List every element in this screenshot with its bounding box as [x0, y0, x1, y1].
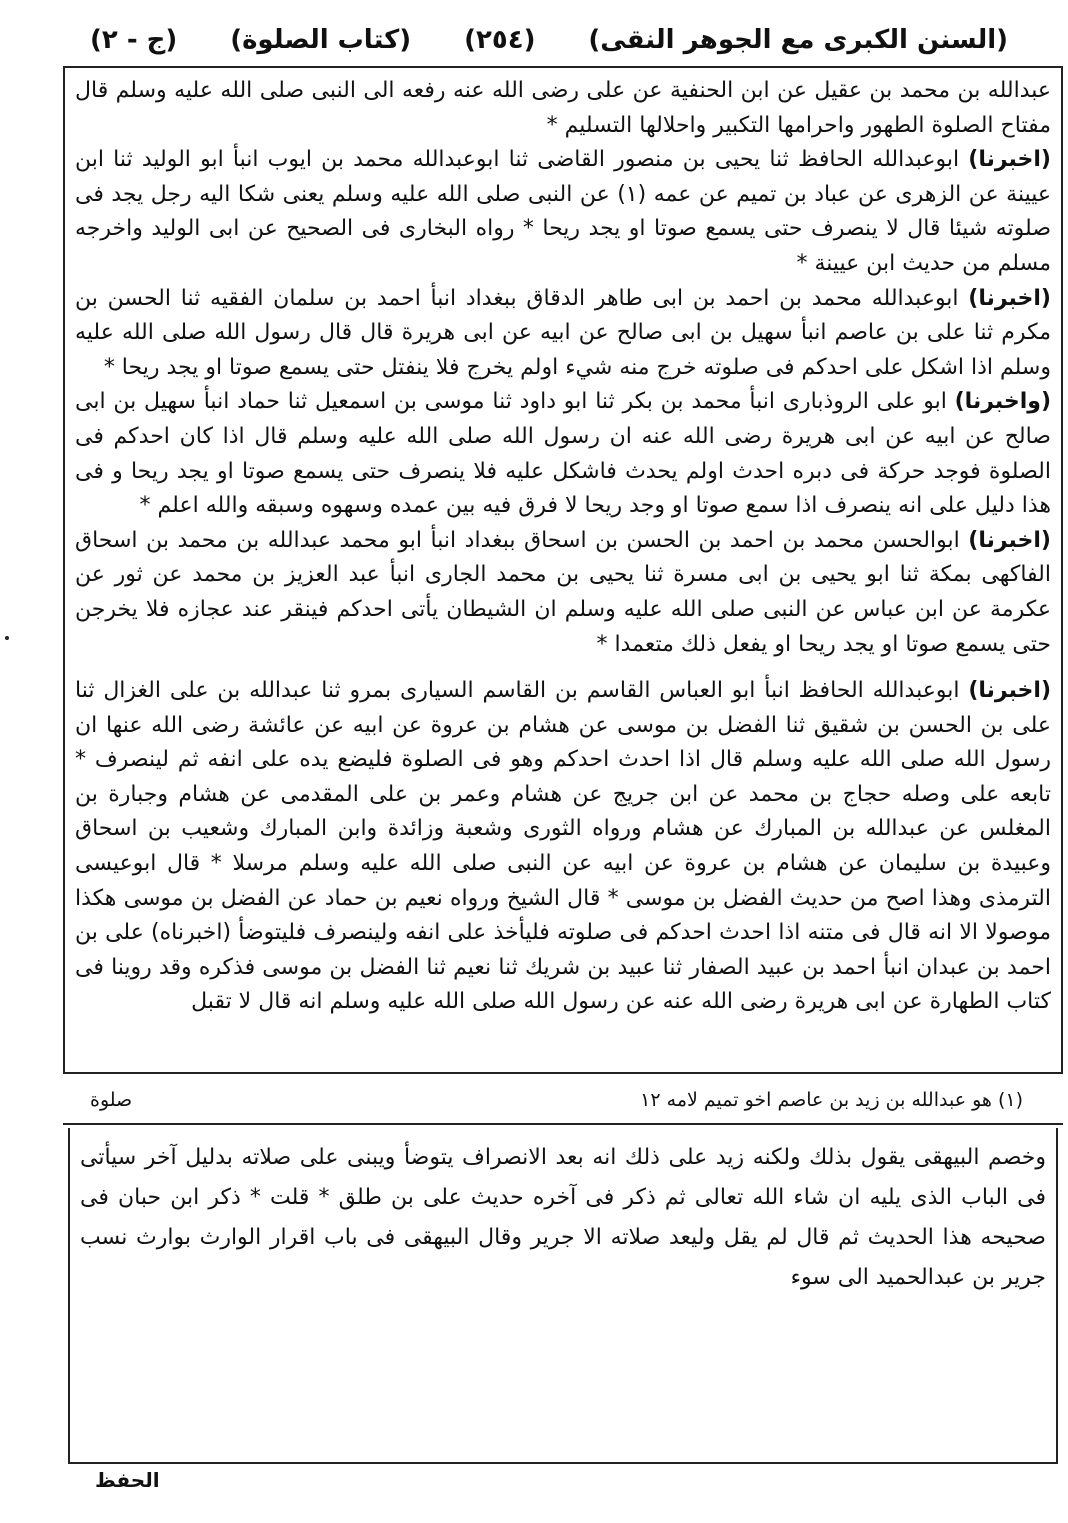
paragraph-key: (اخبرنا)	[968, 147, 1051, 173]
paragraph-text: ابوعبدالله الحافظ ثنا يحيى بن منصور القاضى ثنا ابوعبدالله محمد بن ايوب انبأ ابو الوليد ثنا ابن عيينة عن الزهرى عن عباد بن تميم عن عمه (١) عن النبى صلى الله عليه وسلم يعنى شكا اليه رجل يجد فى صلوته شيئا قال لا ينصرف حتى يسمع صوتا او يجد ريحا * رواه البخارى فى الصحيح عن ابى الوليد واخرجه مسلم من حديث ابن عيينة *	[75, 147, 1051, 276]
divider	[63, 1123, 1063, 1125]
margin-mark	[5, 636, 9, 640]
paragraph-key: (اخبرنا)	[968, 285, 1051, 311]
page-number: (٢٥٤)	[464, 25, 536, 55]
paragraph-text: ابو على الروذبارى انبأ محمد بن بكر ثنا ابو داود ثنا موسى بن اسمعيل ثنا حماد انبأ سهيل بن ابى صالح عن ابيه عن ابى هريرة رضى الله عنه ان رسول الله صلى الله عليه وسلم قال اذا كان احدكم فى الصلوة فوجد حركة فى دبره احدث اولم يحدث فاشكل عليه فلا ينصرف حتى يسمع صوتا او يجد ريحا و فى هذا دليل على انه ينصرف اذا سمع صوتا او وجد ريحا لا فرق فيه بين عمده وسهوه وسبقه والله اعلم *	[75, 389, 1051, 519]
footnote-text: (١) هو عبدالله بن زيد بن عاصم اخو تميم لامه ١٢	[640, 1089, 1023, 1111]
paragraph	[75, 524, 1051, 662]
paragraph-text: ابوعبدالله الحافظ انبأ ابو العباس القاسم بن القاسم السيارى بمرو ثنا عبدالله بن على الغزال ثنا على بن الحسن بن شقيق ثنا الفضل بن موسى عن هشام بن عروة عن ابيه عن عائشة رضى الله عنها ان رسول الله صلى الله عليه وسلم قال اذا احدث احدكم وهو فى الصلوة فليضع يده على انفه ثم لينصرف * تابعه على وصله حجاج بن محمد عن ابن جريج عن هشام وعمر بن على المقدمى عن هشام وجبارة بن المغلس عن عبدالله بن المبارك عن هشام ورواه الثورى وشعبة وزائدة وابن المبارك وشعيب بن اسحاق وعبيدة بن سليمان عن هشام بن عروة عن ابيه عن النبى صلى الله عليه وسلم مرسلا * قال ابوعيسى الترمذى وهذا اصح من حديث الفضل بن موسى * قال الشيخ ورواه نعيم بن حماد عن الفضل بن موسى هكذا موصولا الا انه قال فى متنه اذا احدث احدكم فى صلوته فليأخذ على انفه ولينصرف فليتوضأ (اخبرناه) على بن احمد بن عبدان انبأ احمد بن عبيد الصفار ثنا عبيد بن شريك ثنا نعيم ثنا الفضل بن موسى فذكره وقد روينا فى كتاب الطهارة عن ابى هريرة رضى الله عنه عن رسول الله صلى الله عليه وسلم انه قال لا تقبل	[75, 678, 1051, 1015]
paragraph	[75, 74, 1051, 143]
paragraph-text: عبدالله بن محمد بن عقيل عن ابن الحنفية عن على رضى الله عنه رفعه الى النبى صلى الله عليه وسلم قال مفتاح الصلوة الطهور واحرامها التكبير واحلالها التسليم *	[75, 78, 1051, 138]
chapter-title: (كتاب الصلوة)	[230, 25, 412, 55]
catchword: الحفظ	[95, 1468, 160, 1492]
paragraph	[75, 282, 1051, 386]
main-text-box	[63, 66, 1063, 1074]
paragraph-text: ابوعبدالله محمد بن احمد بن ابى طاهر الدقاق ببغداد انبأ احمد بن سلمان الفقيه ثنا الحسن بن مكرم ثنا على بن عاصم انبأ سهيل بن ابى صالح عن ابيه عن ابى هريرة قال قال رسول الله صلى الله عليه وسلم اذا اشكل على احدكم فى صلوته خرج منه شيء اولم يخرج فلا ينفتل حتى يسمع صوتا او يجد ريحا *	[75, 285, 1051, 380]
commentary-box	[68, 1128, 1058, 1464]
footnote-line	[90, 1082, 1023, 1118]
paragraph	[75, 674, 1051, 1020]
running-header	[90, 18, 1008, 62]
paragraph-text: ابوالحسن محمد بن احمد بن الحسن بن اسحاق ببغداد انبأ ابو محمد عبدالله بن محمد بن اسحاق الفاكهى بمكة ثنا ابو يحيى بن ابى مسرة ثنا يحيى بن محمد الجارى انبأ عبد العزيز بن محمد عن ثور عن عكرمة عن ابن عباس عن النبى صلى الله عليه وسلم ان الشيطان يأتى احدكم فينقر عند عجازه فلا يخرجن حتى يسمع صوتا او يجد ريحا او يفعل ذلك متعمدا *	[75, 527, 1051, 657]
paragraph-key: (واخبرنا)	[954, 389, 1051, 415]
footnote-catchword: صلوة	[90, 1089, 133, 1111]
paragraph-key: (اخبرنا)	[968, 527, 1051, 553]
volume-number: (ج - ٢)	[90, 25, 178, 55]
paragraph	[75, 385, 1051, 523]
paragraph-key: (اخبرنا)	[968, 678, 1052, 704]
paragraph	[75, 143, 1051, 281]
commentary-text: وخصم البيهقى يقول بذلك ولكنه زيد على ذلك انه بعد الانصراف يتوضأ ويبنى على صلاته بدليل آخر سيأتى فى الباب الذى يليه ان شاء الله تعالى ثم ذكر فى آخره حديث على بن طلق * قلت * ذكر ابن حبان فى صحيحه هذا الحديث ثم قال لم يقل وليعد صلاته الا جرير وقال البيهقى فى باب اقرار الوارث بوارث نسب جرير بن عبدالحميد الى سوء	[80, 1145, 1046, 1290]
book-title: (السنن الكبرى مع الجوهر النقى)	[588, 25, 1008, 55]
